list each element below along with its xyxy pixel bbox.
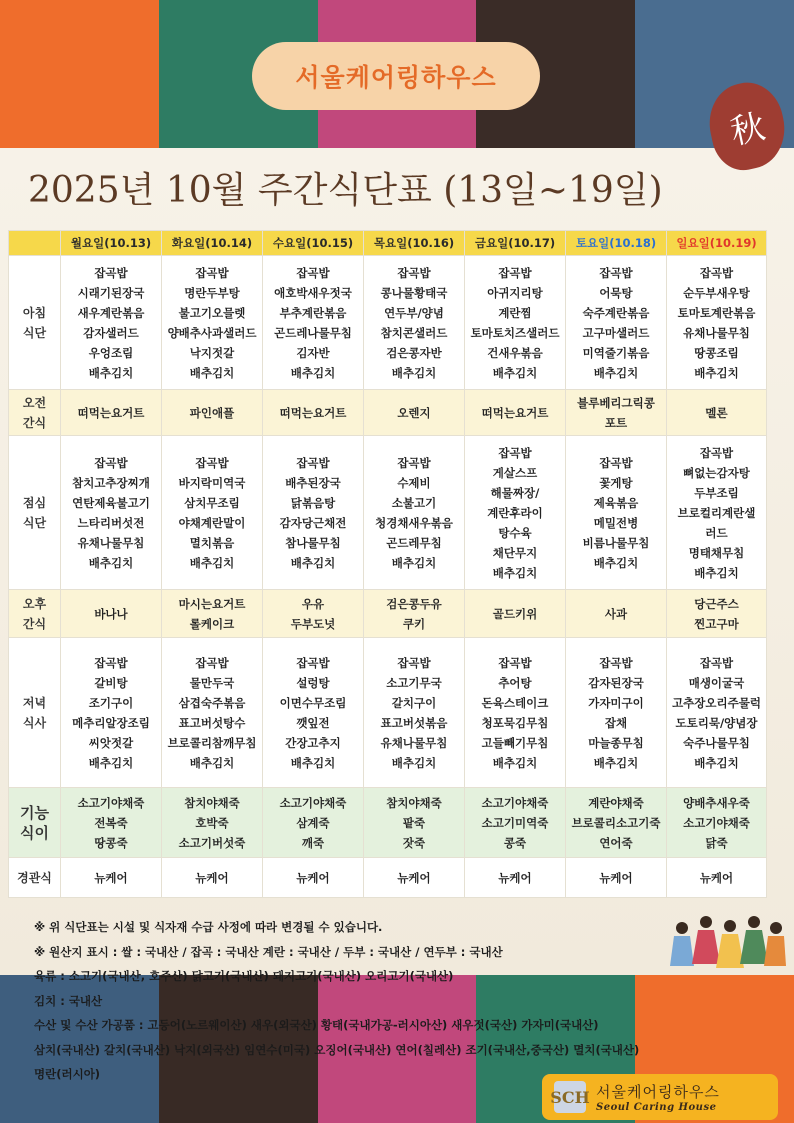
menu-item: 배추김치: [189, 555, 235, 570]
menu-item: 잡곡밥: [195, 455, 229, 470]
menu-item: 바지락미역국: [178, 475, 246, 490]
meal-label-line: 경관식: [17, 870, 52, 885]
menu-item: 고추장오리주물럭: [672, 695, 761, 710]
meal-label: [9, 256, 61, 390]
menu-item: 메추리알장조림: [72, 715, 150, 730]
day-header: 화요일(10.14): [162, 231, 263, 256]
menu-item: 깨죽: [301, 835, 325, 850]
menu-cell: [61, 256, 162, 390]
menu-cell: [61, 858, 162, 898]
day-header: 목요일(10.16): [364, 231, 465, 256]
menu-item: 소고기야채죽: [481, 795, 549, 810]
meal-label-line: 간식: [22, 415, 47, 430]
menu-item: 명란두부탕: [184, 285, 240, 300]
menu-item: 바나나: [94, 606, 128, 621]
menu-item: 야채계란말이: [178, 515, 246, 530]
note-line: ※ 원산지 표시 : 쌀 : 국내산 / 잡곡 : 국내산 계란 : 국내산 / 두부 : 국내산 / 연두부 : 국내산: [34, 944, 503, 959]
menu-item: 비름나물무침: [582, 535, 650, 550]
menu-cell: [364, 858, 465, 898]
meal-label: [9, 858, 61, 898]
meal-label-line: 식단: [22, 515, 47, 530]
menu-item: 오렌지: [397, 405, 431, 420]
menu-item: 배추김치: [88, 555, 134, 570]
menu-item: 잡곡밥: [397, 655, 431, 670]
menu-row: [9, 256, 767, 390]
menu-item: 포트: [604, 415, 628, 430]
menu-cell: [364, 256, 465, 390]
menu-item: 참나물무침: [285, 535, 341, 550]
menu-item: 연탄제육불고기: [72, 495, 150, 510]
menu-item: 잡곡밥: [296, 455, 330, 470]
menu-item: 잡곡밥: [599, 455, 633, 470]
brand-name-badge: 서울케어링하우스: [252, 42, 540, 110]
day-header: 금요일(10.17): [465, 231, 566, 256]
menu-item: 블루베리그릭콩: [577, 395, 655, 410]
meal-label-line: 저녁: [22, 695, 47, 710]
menu-item: 배추김치: [593, 755, 639, 770]
menu-item: 표고버섯탕수: [178, 715, 246, 730]
menu-item: 닭죽: [705, 835, 728, 850]
menu-item: 추어탕: [498, 675, 532, 690]
logo-text: [596, 1081, 720, 1113]
menu-item: 토마토치즈샐러드: [470, 325, 560, 340]
menu-cell: [61, 788, 162, 858]
meal-label-line: 식사: [22, 715, 47, 730]
note-line: 수산 및 수산 가공품 : 고등어(노르웨이산) 새우(외국산) 황태(국내가공-러시아산) 새우젓(국산) 가자미(국내산): [34, 1018, 599, 1032]
menu-cell: [162, 256, 263, 390]
menu-cell: [61, 638, 162, 788]
menu-cell: [465, 436, 566, 590]
day-header: 수요일(10.15): [263, 231, 364, 256]
menu-item: 시래기된장국: [77, 285, 145, 300]
menu-cell: [61, 590, 162, 638]
menu-item: 소고기미역죽: [481, 815, 549, 830]
menu-item: 계란찜: [498, 305, 532, 320]
menu-cell: [566, 390, 667, 436]
menu-item: 뉴케어: [699, 870, 734, 885]
menu-item: 마늘종무침: [588, 735, 644, 750]
menu-cell: [162, 638, 263, 788]
menu-item: 배추된장국: [285, 475, 341, 490]
menu-item: 참치야채죽: [184, 795, 240, 810]
menu-item: 검은콩자반: [386, 345, 442, 360]
header-corner: [9, 231, 61, 256]
menu-item: 배추김치: [88, 755, 134, 770]
menu-item: 배추김치: [391, 365, 437, 380]
menu-cell: [566, 436, 667, 590]
menu-item: 닭볶음탕: [290, 495, 336, 510]
menu-item: 사과: [604, 606, 628, 621]
weekly-menu-table: [8, 230, 767, 898]
meal-label-line: 오후: [22, 596, 47, 611]
menu-item: 참치야채죽: [386, 795, 442, 810]
menu-item: 잡곡밥: [296, 655, 330, 670]
menu-cell: [364, 436, 465, 590]
menu-item: 소고기야채죽: [77, 795, 145, 810]
menu-item: 뉴케어: [397, 870, 431, 885]
menu-item: 배추김치: [290, 365, 336, 380]
menu-item: 배추김치: [290, 755, 336, 770]
menu-row: [9, 390, 767, 436]
menu-cell: [364, 590, 465, 638]
person-figure: [692, 916, 720, 964]
menu-cell: [667, 590, 767, 638]
person-figure: [740, 916, 768, 964]
menu-cell: [667, 436, 767, 590]
menu-item: 갈비탕: [94, 675, 128, 690]
menu-item: 채단무지: [492, 545, 538, 560]
menu-item: 뉴케어: [498, 870, 532, 885]
meal-label-line: 기능: [20, 803, 49, 822]
menu-cell: [566, 590, 667, 638]
menu-item: 잡채: [604, 715, 628, 730]
menu-item: 건새우볶음: [487, 345, 543, 360]
menu-cell: [263, 788, 364, 858]
meal-label: [9, 390, 61, 436]
menu-item: 유채나물무침: [380, 735, 448, 750]
menu-cell: [263, 590, 364, 638]
menu-item: 계란야채죽: [588, 795, 644, 810]
menu-item: 돈육스테이크: [481, 695, 549, 710]
note-line: 삼치(국내산) 갈치(국내산) 낙지(외국산) 임연수(미국) 오징어(국내산) 연어(칠레산) 조기(국내산,중국산) 멸치(국내산): [34, 1042, 640, 1057]
menu-item: 연어죽: [599, 835, 633, 850]
menu-cell: [667, 638, 767, 788]
menu-item: 낙지젓갈: [189, 345, 235, 360]
menu-item: 소고기야채죽: [279, 795, 347, 810]
menu-item: 배추김치: [694, 365, 739, 380]
stripe-orange: [0, 0, 159, 150]
meal-label-line: 식단: [22, 325, 47, 340]
menu-item: 브로콜리참깨무침: [167, 735, 257, 750]
menu-item: 청경채새우볶음: [375, 515, 453, 530]
menu-item: 도토리묵/양념장: [675, 715, 758, 730]
menu-item: 당근주스: [694, 596, 739, 611]
menu-item: 잡곡밥: [94, 265, 128, 280]
menu-item: 롤케이크: [189, 616, 235, 631]
menu-row: [9, 788, 767, 858]
menu-item: 배추김치: [391, 555, 437, 570]
menu-item: 잣죽: [402, 835, 426, 850]
menu-item: 마시는요거트: [178, 596, 246, 611]
menu-item: 토마토계란볶음: [677, 305, 756, 320]
meal-label: [9, 436, 61, 590]
menu-item: 파인애플: [189, 405, 235, 420]
menu-item: 배추김치: [593, 555, 639, 570]
menu-item: 찐고구마: [694, 616, 739, 631]
menu-cell: [465, 858, 566, 898]
menu-item: 잡곡밥: [195, 655, 229, 670]
menu-item: 불고기오믈렛: [178, 305, 246, 320]
menu-item: 콩나물황태국: [380, 285, 448, 300]
menu-item: 씨앗젓갈: [88, 735, 134, 750]
menu-item: 잡곡밥: [699, 265, 734, 280]
menu-item: 소불고기: [391, 495, 437, 510]
menu-item: 청포묵김무침: [481, 715, 549, 730]
menu-item: 감자샐러드: [83, 325, 139, 340]
menu-item: 쿠키: [402, 616, 426, 631]
meal-label: [9, 590, 61, 638]
menu-cell: [667, 390, 767, 436]
menu-item: 설렁탕: [296, 675, 330, 690]
menu-item: 배추김치: [694, 565, 739, 580]
menu-item: 곤드레무침: [386, 535, 442, 550]
menu-item: 배추김치: [189, 755, 235, 770]
menu-item: 배추김치: [290, 555, 336, 570]
menu-item: 표고버섯볶음: [380, 715, 448, 730]
menu-cell: [465, 788, 566, 858]
menu-row: [9, 590, 767, 638]
menu-cell: [263, 638, 364, 788]
menu-cell: [667, 858, 767, 898]
menu-item: 잡곡밥: [94, 655, 128, 670]
menu-item: 곤드레나물무침: [274, 325, 352, 340]
menu-cell: [667, 256, 767, 390]
person-figure: [764, 922, 786, 966]
menu-cell: [566, 858, 667, 898]
menu-item: 브로컬리계란샐: [677, 505, 756, 520]
menu-item: 소고기버섯죽: [178, 835, 246, 850]
menu-item: 물만두국: [189, 675, 235, 690]
menu-item: 멜론: [705, 405, 728, 420]
note-line: 김치 : 국내산: [34, 993, 103, 1008]
menu-item: 떠먹는요거트: [481, 405, 549, 420]
menu-item: 감자당근채전: [279, 515, 347, 530]
menu-item: 고들빼기무침: [481, 735, 549, 750]
menu-item: 배추김치: [492, 365, 538, 380]
meal-label: [9, 638, 61, 788]
menu-cell: [263, 256, 364, 390]
menu-item: 배추김치: [391, 755, 437, 770]
footer-logo: [542, 1074, 778, 1120]
menu-item: 배추김치: [492, 755, 538, 770]
menu-item: 숙주계란볶음: [582, 305, 650, 320]
menu-item: 팥죽: [402, 815, 426, 830]
menu-item: 소고기무국: [386, 675, 442, 690]
menu-item: 느타리버섯전: [77, 515, 145, 530]
menu-cell: [465, 638, 566, 788]
menu-cell: [61, 436, 162, 590]
meal-label-line: 아침: [22, 305, 47, 320]
menu-item: 땅콩조림: [694, 345, 739, 360]
menu-item: 메밀전병: [593, 515, 639, 530]
menu-item: 부추계란볶음: [279, 305, 347, 320]
menu-item: 탕수육: [498, 525, 532, 540]
menu-item: 잡곡밥: [498, 655, 532, 670]
menu-cell: [61, 390, 162, 436]
menu-cell: [465, 590, 566, 638]
menu-item: 뉴케어: [94, 870, 128, 885]
menu-item: 가자미구이: [588, 695, 644, 710]
menu-item: 잡곡밥: [699, 655, 734, 670]
menu-item: 뉴케어: [296, 870, 330, 885]
menu-item: 아귀지리탕: [487, 285, 543, 300]
menu-item: 감자된장국: [588, 675, 644, 690]
house-logo-icon: SCH: [554, 1081, 586, 1113]
menu-item: 수제비: [397, 475, 431, 490]
menu-item: 미역줄기볶음: [582, 345, 650, 360]
menu-cell: [263, 390, 364, 436]
menu-item: 땅콩죽: [94, 835, 128, 850]
menu-item: 양배추새우죽: [683, 795, 750, 810]
note-line: ※ 위 식단표는 시설 및 식자재 수급 사정에 따라 변경될 수 있습니다.: [34, 920, 383, 934]
menu-cell: [566, 788, 667, 858]
menu-item: 제육볶음: [593, 495, 639, 510]
menu-item: 참치콘샐러드: [380, 325, 448, 340]
menu-cell: [465, 256, 566, 390]
menu-item: 골드키위: [492, 606, 538, 621]
menu-item: 잡곡밥: [699, 445, 734, 460]
menu-item: 명태채무침: [688, 545, 745, 560]
menu-item: 떠먹는요거트: [77, 405, 145, 420]
menu-item: 갈치구이: [391, 695, 437, 710]
menu-cell: [364, 788, 465, 858]
menu-cell: [162, 788, 263, 858]
meal-label-line: 오전: [22, 395, 47, 410]
dancing-people-illustration: [668, 910, 786, 972]
logo-name-korean: 서울케어링하우스: [596, 1083, 720, 1101]
menu-item: 잡곡밥: [599, 265, 633, 280]
menu-item: 떠먹는요거트: [279, 405, 347, 420]
menu-item: 양배추사과샐러드: [167, 325, 257, 340]
menu-row: [9, 638, 767, 788]
menu-item: 숙주나물무침: [683, 735, 750, 750]
menu-cell: [364, 390, 465, 436]
menu-item: 멸치볶음: [189, 535, 235, 550]
menu-item: 해물짜장/: [490, 485, 540, 500]
day-header: 일요일(10.19): [667, 231, 767, 256]
menu-cell: [162, 436, 263, 590]
menu-item: 유채나물무침: [683, 325, 750, 340]
menu-item: 잡곡밥: [397, 455, 431, 470]
menu-item: 유채나물무침: [77, 535, 145, 550]
menu-item: 잡곡밥: [195, 265, 229, 280]
menu-item: 김자반: [296, 345, 330, 360]
menu-item: 두부도넛: [290, 616, 336, 631]
menu-item: 배추김치: [694, 755, 739, 770]
menu-item: 브로콜리소고기죽: [571, 815, 661, 830]
menu-cell: [263, 436, 364, 590]
menu-item: 계란후라이: [487, 505, 543, 520]
menu-item: 연두부/양념: [384, 305, 444, 320]
meal-label-line: 점심: [22, 495, 47, 510]
menu-cell: [162, 590, 263, 638]
menu-cell: [566, 256, 667, 390]
menu-item: 잡곡밥: [599, 655, 633, 670]
menu-item: 삼겹숙주볶음: [178, 695, 246, 710]
menu-item: 조기구이: [88, 695, 134, 710]
menu-item: 고구마샐러드: [582, 325, 650, 340]
menu-item: 잡곡밥: [94, 455, 128, 470]
menu-item: 전복죽: [94, 815, 128, 830]
menu-row: [9, 436, 767, 590]
menu-cell: [566, 638, 667, 788]
menu-item: 순두부새우탕: [683, 285, 750, 300]
note-line: 명란(러시아): [34, 1067, 101, 1081]
day-header-row: [9, 231, 767, 256]
meal-label-line: 간식: [22, 616, 47, 631]
menu-item: 콩죽: [503, 835, 527, 850]
page-title: 2025년 10월 주간식단표 (13일~19일): [28, 170, 663, 211]
meal-label: [9, 788, 61, 858]
menu-cell: [364, 638, 465, 788]
menu-item: 이면수무조림: [279, 695, 347, 710]
menu-item: 뉴케어: [599, 870, 633, 885]
menu-cell: [162, 858, 263, 898]
meal-label-line: 식이: [20, 823, 49, 842]
menu-item: 잡곡밥: [498, 265, 532, 280]
menu-item: 우엉조림: [88, 345, 134, 360]
menu-item: 게살스프: [492, 465, 538, 480]
note-line: 육류 : 소고기(국내산, 호주산) 닭고기(국내산) 돼지고기(국내산) 오리고기(국내산): [34, 969, 454, 983]
menu-item: 뼈없는감자탕: [683, 465, 750, 480]
menu-item: 우유: [301, 596, 325, 611]
person-figure: [670, 922, 694, 966]
menu-item: 두부조림: [694, 485, 739, 500]
menu-item: 잡곡밥: [397, 265, 431, 280]
menu-item: 꽃게탕: [599, 475, 633, 490]
menu-item: 배추김치: [88, 365, 134, 380]
menu-item: 잡곡밥: [498, 445, 532, 460]
season-mark: 秋: [726, 106, 769, 153]
menu-item: 삼계죽: [296, 815, 330, 830]
menu-item: 간장고추지: [285, 735, 341, 750]
person-figure: [716, 920, 744, 968]
menu-item: 깻잎전: [296, 715, 330, 730]
menu-cell: [263, 858, 364, 898]
menu-item: 배추김치: [492, 565, 538, 580]
menu-item: 러드: [705, 525, 728, 540]
day-header: 월요일(10.13): [61, 231, 162, 256]
menu-item: 애호박새우젓국: [274, 285, 352, 300]
menu-row: [9, 858, 767, 898]
menu-cell: [162, 390, 263, 436]
menu-item: 검은콩두유: [386, 596, 442, 611]
menu-item: 잡곡밥: [296, 265, 330, 280]
notes-section: [34, 915, 694, 1087]
menu-item: 배추김치: [189, 365, 235, 380]
menu-item: 호박죽: [195, 815, 229, 830]
menu-item: 뉴케어: [195, 870, 229, 885]
menu-item: 소고기야채죽: [683, 815, 750, 830]
menu-cell: [667, 788, 767, 858]
menu-item: 배추김치: [593, 365, 639, 380]
menu-item: 어묵탕: [599, 285, 633, 300]
logo-name-english: Seoul Caring House: [596, 1102, 717, 1113]
menu-cell: [465, 390, 566, 436]
day-header: 토요일(10.18): [566, 231, 667, 256]
menu-item: 매생이굴국: [688, 675, 745, 690]
menu-item: 삼치무조림: [184, 495, 240, 510]
menu-item: 참치고추장찌개: [72, 475, 150, 490]
menu-item: 새우계란볶음: [77, 305, 145, 320]
